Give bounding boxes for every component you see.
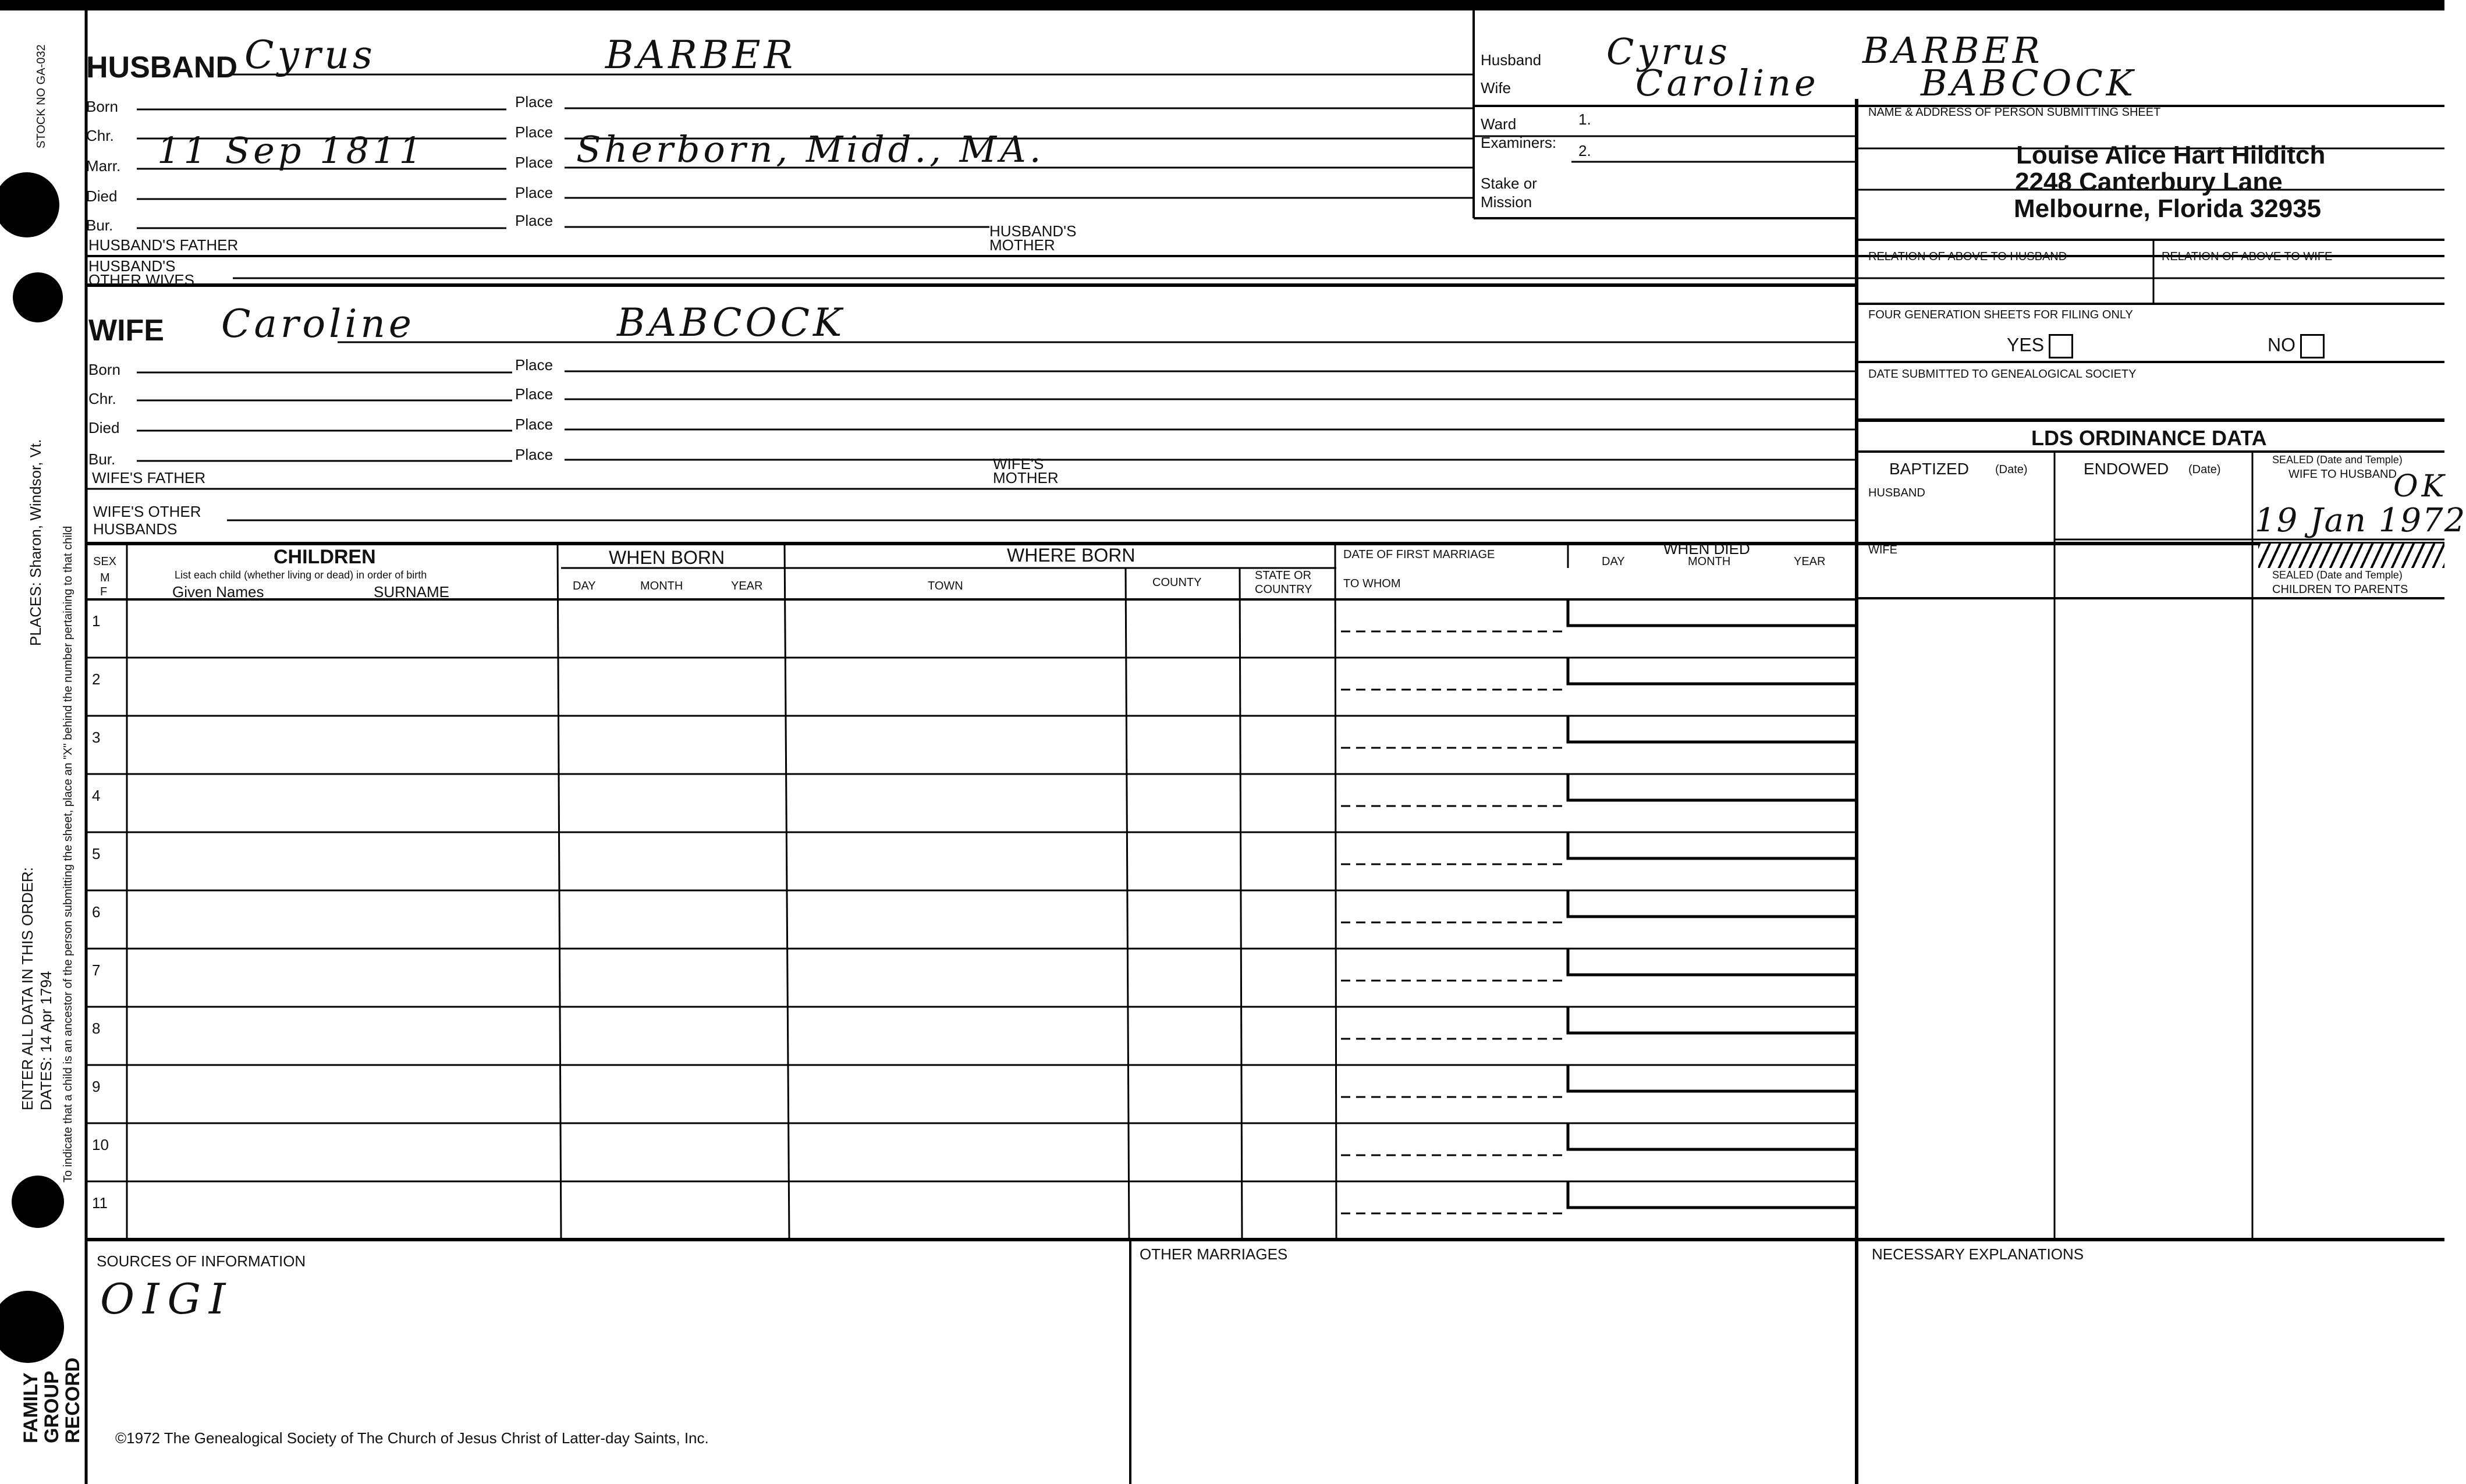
- baptized-label: BAPTIZED: [1889, 460, 1969, 478]
- family-label: FAMILY: [20, 1372, 42, 1443]
- sealed-w2h-label-2: WIFE TO HUSBAND: [2288, 468, 2397, 481]
- record-label: RECORD: [62, 1357, 84, 1443]
- relation-husband-label: RELATION OF ABOVE TO HUSBAND: [1868, 250, 2067, 263]
- lds-husband-label: HUSBAND: [1868, 487, 1925, 499]
- no-option[interactable]: [2268, 334, 2325, 358]
- lds-title: LDS ORDINANCE DATA: [2031, 426, 2267, 450]
- no-checkbox[interactable]: [2300, 334, 2325, 358]
- children-label: CHILDREN: [274, 546, 376, 568]
- submitter-city[interactable]: Melbourne, Florida 32935: [2014, 194, 2322, 223]
- child-surname-label: SURNAME: [374, 583, 450, 601]
- death-date-bracket: [1568, 599, 1857, 626]
- husband-marriage-date[interactable]: 11 Sep 1811: [157, 129, 425, 172]
- husband-bur-place-label: Place: [515, 212, 553, 229]
- wife-father-label: WIFE'S FATHER: [92, 469, 206, 487]
- to-whom-label: TO WHOM: [1343, 577, 1401, 590]
- husband-died-place-label: Place: [515, 184, 553, 201]
- wife-born-place-label: Place: [515, 356, 553, 374]
- death-date-bracket: [1568, 658, 1857, 684]
- sex-label: SEX: [93, 555, 117, 568]
- state-label-1: STATE OR: [1255, 569, 1312, 582]
- wife-given-name[interactable]: Caroline: [221, 301, 415, 346]
- rh-wife-label: Wife: [1481, 79, 1511, 97]
- rh-wife-surname[interactable]: BABCOCK: [1921, 62, 2137, 104]
- died-month-label: MONTH: [1688, 555, 1731, 568]
- child-row-number: 6: [92, 903, 101, 921]
- husband-died-label: Died: [86, 187, 118, 205]
- examiners-label: Examiners:: [1481, 134, 1557, 151]
- group-label: GROUP: [41, 1371, 63, 1443]
- stake-label-1: Stake or: [1481, 175, 1537, 192]
- explanations-label: NECESSARY EXPLANATIONS: [1872, 1245, 2084, 1263]
- child-row-number: 7: [92, 961, 101, 979]
- places-line: PLACES: Sharon, Windsor, Vt.: [27, 439, 44, 646]
- dates-line: DATES: 14 Apr 1794: [37, 971, 55, 1110]
- wife-mother-label-1: WIFE'S: [993, 455, 1044, 473]
- wife-died-label: Died: [88, 419, 120, 436]
- sealed-w2h-label-1: SEALED (Date and Temple): [2272, 454, 2403, 466]
- wife-died-place-label: Place: [515, 416, 553, 433]
- death-date-bracket: [1568, 1065, 1857, 1091]
- child-row-number: 11: [92, 1194, 108, 1212]
- relation-wife-label: RELATION OF ABOVE TO WIFE: [2162, 250, 2333, 263]
- town-label: TOWN: [928, 580, 963, 592]
- submitter-label: NAME & ADDRESS OF PERSON SUBMITTING SHEET: [1868, 106, 2161, 119]
- death-date-bracket: [1568, 832, 1857, 858]
- yes-checkbox[interactable]: [2049, 334, 2073, 358]
- sealed-ok[interactable]: OK: [2393, 469, 2448, 504]
- date-submitted-label: DATE SUBMITTED TO GENEALOGICAL SOCIETY: [1868, 368, 2137, 381]
- husband-chr-place-label: Place: [515, 123, 553, 141]
- baptized-date-label: (Date): [1995, 463, 2028, 476]
- child-row-number: 3: [92, 729, 101, 746]
- died-year-label: YEAR: [1794, 555, 1826, 568]
- husband-marr-place-label: Place: [515, 154, 553, 171]
- state-label-2: COUNTRY: [1255, 583, 1312, 596]
- death-date-bracket: [1568, 1181, 1857, 1208]
- no-label: NO: [2268, 334, 2295, 356]
- submitter-street[interactable]: 2248 Canterbury Lane: [2015, 168, 2283, 196]
- sealed-c2p-label-2: CHILDREN TO PARENTS: [2272, 583, 2408, 596]
- death-date-bracket: [1568, 890, 1857, 917]
- child-row-number: 5: [92, 845, 101, 862]
- sealed-c2p-label-1: SEALED (Date and Temple): [2272, 569, 2403, 581]
- death-date-bracket: [1568, 1007, 1857, 1033]
- death-date-bracket: [1568, 1123, 1857, 1149]
- born-day-label: DAY: [573, 580, 596, 592]
- born-month-label: MONTH: [640, 580, 683, 592]
- sources-label: SOURCES OF INFORMATION: [97, 1252, 306, 1270]
- other-marriages-label: OTHER MARRIAGES: [1140, 1245, 1288, 1263]
- wife-bur-label: Bur.: [88, 450, 116, 468]
- ward-label: Ward: [1481, 115, 1517, 133]
- submitter-name[interactable]: Louise Alice Hart Hilditch: [2016, 141, 2326, 169]
- copyright: ©1972 The Genealogical Society of The Church of Jesus Christ of Latter-day Saints, Inc.: [115, 1429, 709, 1447]
- given-names-label: Given Names: [172, 583, 264, 601]
- husband-father-label: HUSBAND'S FATHER: [88, 236, 239, 254]
- sex-f: F: [100, 585, 108, 598]
- four-gen-label: FOUR GENERATION SHEETS FOR FILING ONLY: [1868, 308, 2133, 321]
- first-marriage-label: DATE OF FIRST MARRIAGE: [1343, 548, 1495, 561]
- rh-husband-surname[interactable]: BARBER: [1862, 29, 2043, 72]
- husband-mother-label-2: MOTHER: [989, 236, 1055, 254]
- child-row-number: 10: [92, 1136, 109, 1153]
- husband-heading: HUSBAND: [86, 51, 237, 84]
- wife-heading: WIFE: [88, 314, 164, 347]
- lds-wife-label: WIFE: [1868, 544, 1897, 556]
- hatched-block: [2258, 544, 2444, 568]
- child-row-number: 2: [92, 670, 101, 688]
- rh-husband-label: Husband: [1481, 51, 1542, 69]
- wife-chr-label: Chr.: [88, 390, 116, 407]
- husband-marriage-place[interactable]: Sherborn, Midd., MA.: [576, 128, 1045, 171]
- where-born-label: WHERE BORN: [1007, 545, 1136, 566]
- endowed-label: ENDOWED: [2084, 460, 2169, 478]
- husband-chr-label: Chr.: [86, 127, 114, 144]
- child-row-number: 9: [92, 1078, 101, 1095]
- ancestor-note: To indicate that a child is an ancestor of the person submitting the sheet, place an "X" behind the number pertaining to that child: [62, 526, 74, 1183]
- when-born-label: WHEN BORN: [609, 547, 725, 568]
- wife-chr-place-label: Place: [515, 385, 553, 403]
- county-label: COUNTY: [1152, 576, 1202, 589]
- died-day-label: DAY: [1602, 555, 1625, 568]
- rh-husband-given[interactable]: Cyrus: [1606, 30, 1731, 73]
- husband-marr-label: Marr.: [86, 157, 121, 175]
- child-row-number: 1: [92, 612, 101, 630]
- wife-surname[interactable]: BABCOCK: [617, 300, 846, 345]
- stake-label-2: Mission: [1481, 193, 1532, 211]
- wife-bur-place-label: Place: [515, 446, 553, 463]
- child-row-number: 8: [92, 1020, 101, 1037]
- children-note: List each child (whether living or dead) in order of birth: [175, 569, 427, 581]
- husband-mother-label-1: HUSBAND'S: [989, 222, 1077, 240]
- wife-mother-label-2: MOTHER: [993, 469, 1059, 487]
- examiner-1: 1.: [1578, 111, 1591, 128]
- husband-given-name[interactable]: Cyrus: [244, 33, 376, 77]
- wife-other-husbands-1: WIFE'S OTHER: [93, 503, 201, 520]
- sex-m: M: [100, 571, 110, 584]
- husband-other-wives-2: OTHER WIVES: [88, 271, 195, 289]
- when-died-label: WHEN DIED: [1663, 540, 1750, 558]
- death-date-bracket: [1568, 716, 1857, 742]
- born-year-label: YEAR: [731, 580, 763, 592]
- child-row-number: 4: [92, 787, 101, 804]
- death-date-bracket: [1568, 774, 1857, 800]
- husband-bur-label: Bur.: [86, 216, 113, 234]
- husband-born-label: Born: [86, 98, 118, 115]
- husband-surname[interactable]: BARBER: [605, 33, 797, 77]
- yes-option[interactable]: [2007, 334, 2073, 358]
- sources-value[interactable]: OIGI: [100, 1274, 234, 1323]
- stock-number: STOCK NO GA-032: [35, 44, 48, 148]
- examiner-2: 2.: [1578, 142, 1591, 159]
- wife-other-husbands-2: HUSBANDS: [93, 520, 178, 538]
- endowed-date-label: (Date): [2188, 463, 2221, 476]
- death-date-bracket: [1568, 949, 1857, 975]
- husband-born-place-label: Place: [515, 93, 553, 111]
- sealed-date[interactable]: 19 Jan 1972: [2255, 502, 2466, 539]
- enter-order-line: ENTER ALL DATA IN THIS ORDER:: [19, 867, 36, 1110]
- husband-other-wives-1: HUSBAND'S: [88, 257, 176, 275]
- yes-label: YES: [2007, 334, 2045, 356]
- wife-born-label: Born: [88, 361, 120, 378]
- rh-wife-given[interactable]: Caroline: [1635, 62, 1819, 104]
